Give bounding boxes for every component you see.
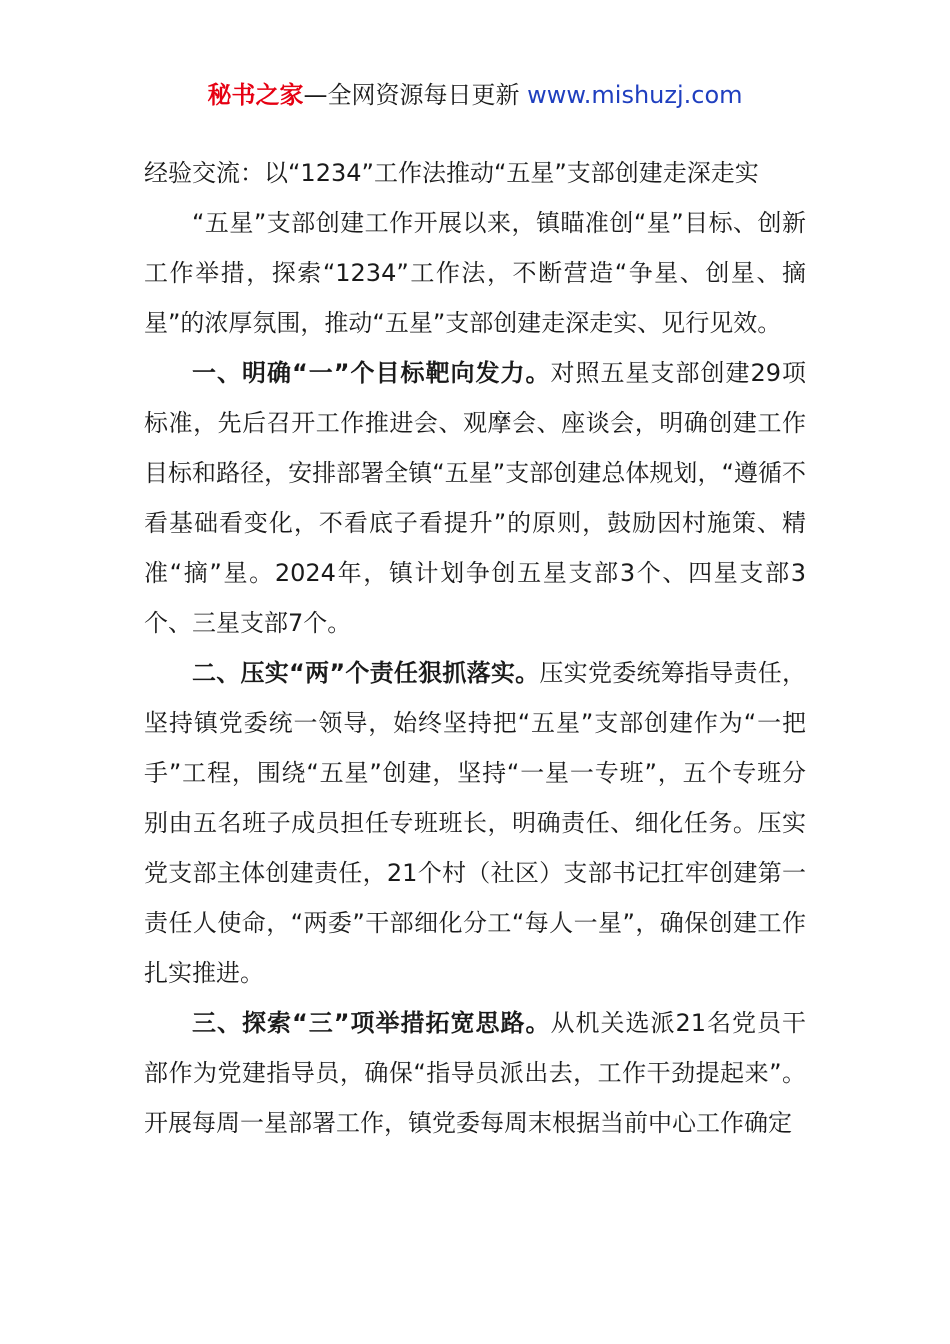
- document-body: [144, 148, 806, 1148]
- site-url-link[interactable]: www.mishuzj.com: [527, 81, 743, 109]
- section-body-2: 压实党委统筹指导责任，坚持镇党委统一领导，始终坚持把“五星”支部创建作为“一把手”工程，围绕“五星”创建，坚持“一星一专班”，五个专班分别由五名班子成员担任专班班长，明确责任、细化任务。压实党支部主体创建责任，21个村（社区）支部书记扛牢创建第一责任人使命，“两委”干部细化分工“每人一星”，确保创建工作扎实推进。: [144, 659, 807, 987]
- section-paragraph-1: [144, 348, 806, 648]
- section-body-1: 对照五星支部创建29项标准，先后召开工作推进会、观摩会、座谈会，明确创建工作目标和路径，安排部署全镇“五星”支部创建总体规划，“遵循不看基础看变化，不看底子看提升”的原则，鼓励因村施策、精准“摘”星。2024年，镇计划争创五星支部3个、四星支部3个、三星支部7个。: [144, 359, 807, 637]
- section-heading-2: 二、压实“两”个责任狠抓落实。: [192, 659, 540, 687]
- site-brand: 秘书之家: [207, 81, 304, 109]
- site-tagline: —全网资源每日更新: [303, 81, 520, 109]
- section-heading-3: 三、探索“三”项举措拓宽思路。: [192, 1009, 551, 1037]
- section-paragraph-3: [144, 998, 806, 1148]
- section-body-3: 从机关选派21名党员干部作为党建指导员，确保“指导员派出去，工作干劲提起来”。开展每周一星部署工作，镇党委每周末根据当前中心工作确定: [144, 1009, 807, 1137]
- site-header: [0, 78, 950, 112]
- section-heading-1: 一、明确“一”个目标靶向发力。: [192, 359, 551, 387]
- intro-paragraph: “五星”支部创建工作开展以来，镇瞄准创“星”目标、创新工作举措，探索“1234”工作法，不断营造“争星、创星、摘星”的浓厚氛围，推动“五星”支部创建走深走实、见行见效。: [144, 209, 806, 337]
- section-paragraph-2: [144, 648, 806, 998]
- document-title: 经验交流：以“1234”工作法推动“五星”支部创建走深走实: [144, 159, 759, 187]
